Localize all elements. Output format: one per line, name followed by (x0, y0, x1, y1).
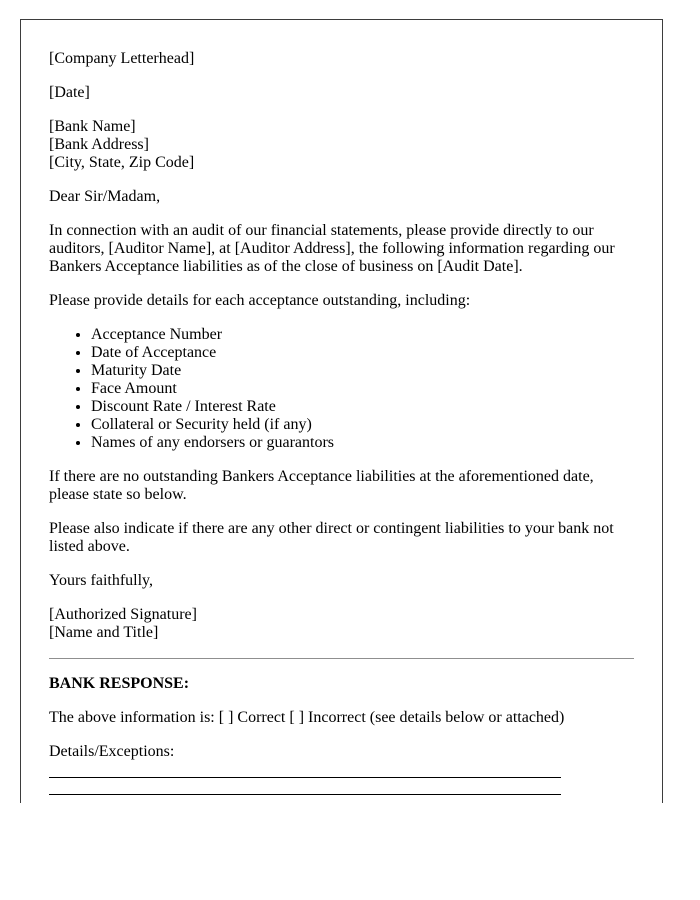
recipient-line-bank-address: [Bank Address] (49, 136, 149, 153)
closing: Yours faithfully, (49, 572, 154, 589)
recipient-line-city-state-zip: [City, State, Zip Code] (49, 154, 195, 171)
confirmation-line (49, 709, 634, 727)
signature-block (49, 606, 634, 642)
acceptance-details-list (49, 326, 634, 452)
correct-checkbox[interactable]: [ ] (218, 709, 234, 726)
list-item-maturity-date: • Maturity Date (91, 362, 634, 380)
list-item-collateral: • Collateral or Security held (if any) (91, 416, 634, 434)
list-item-discount-rate: • Discount Rate / Interest Rate (91, 398, 634, 416)
list-item-date-of-acceptance: • Date of Acceptance (91, 344, 634, 362)
correct-label: Correct (237, 709, 286, 726)
no-outstanding-paragraph: If there are no outstanding Bankers Acceptance liabilities at the aforementioned date, please state so below. (49, 468, 594, 503)
document-page (20, 19, 663, 803)
details-exceptions-label: Details/Exceptions: (49, 743, 175, 760)
recipient-block (49, 118, 634, 172)
confirmation-statement: The above information is: (49, 709, 215, 726)
authorized-signature-placeholder: [Authorized Signature] (49, 606, 197, 623)
section-divider (49, 658, 634, 659)
date-placeholder: [Date] (49, 84, 90, 101)
incorrect-label: Incorrect (see details below or attached) (308, 709, 565, 726)
details-request-paragraph: Please provide details for each acceptance outstanding, including: (49, 292, 471, 309)
salutation: Dear Sir/Madam, (49, 188, 161, 205)
bank-response-heading: BANK RESPONSE: (49, 675, 190, 692)
list-item-acceptance-number: • Acceptance Number (91, 326, 634, 344)
name-title-placeholder: [Name and Title] (49, 624, 159, 641)
incorrect-checkbox[interactable]: [ ] (289, 709, 305, 726)
intro-paragraph: In connection with an audit of our financial statements, please provide directly to our auditors, [Auditor Name], at [Auditor Address], the following information regarding our Bankers Acceptance liabilities as of the close of business on [Audit Date]. (49, 222, 615, 275)
other-liabilities-paragraph: Please also indicate if there are any other direct or contingent liabilities to your bank not listed above. (49, 520, 614, 555)
recipient-line-bank-name: [Bank Name] (49, 118, 136, 135)
letterhead-placeholder: [Company Letterhead] (49, 50, 195, 67)
list-item-endorsers: • Names of any endorsers or guarantors (91, 434, 634, 452)
details-fill-line-2[interactable] (49, 778, 561, 795)
list-item-face-amount: • Face Amount (91, 380, 634, 398)
